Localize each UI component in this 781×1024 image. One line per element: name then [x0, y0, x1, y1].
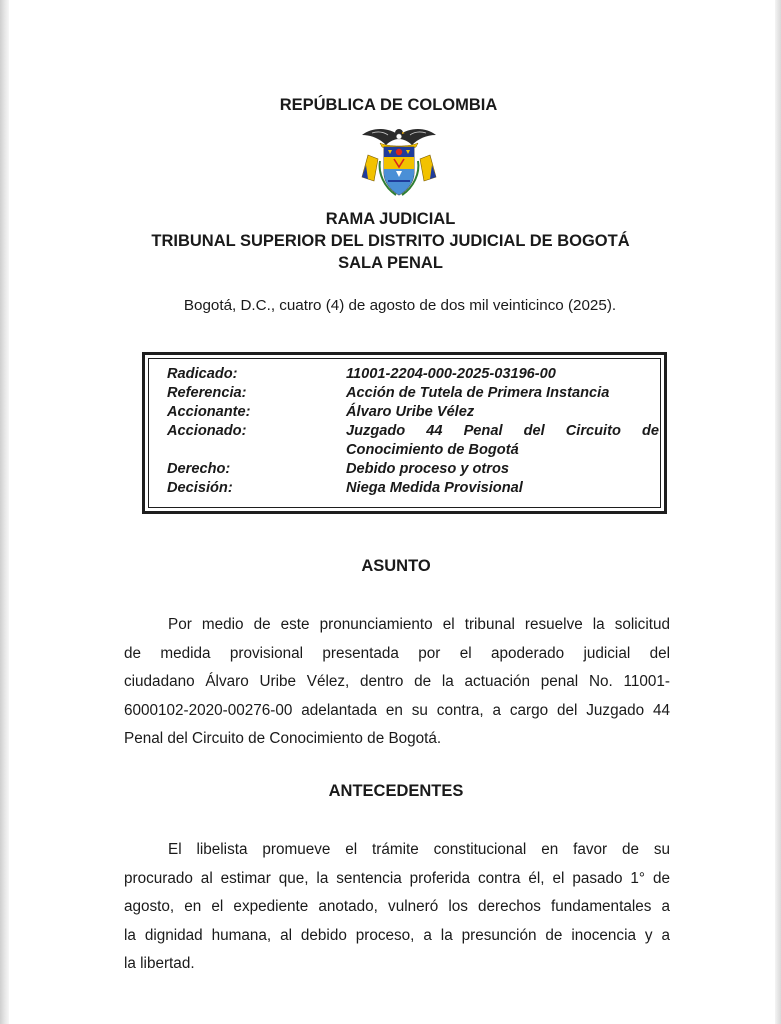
colombia-coat-of-arms-icon — [358, 121, 440, 203]
derecho-value: Debido proceso y otros — [346, 461, 509, 477]
paragraph-line: ciudadano Álvaro Uribe Vélez, dentro de la actuación penal No. 11001- — [124, 673, 670, 690]
paragraph-line: agosto, en el expediente anotado, vulneró los derechos fundamentales a — [124, 898, 670, 915]
case-info-row-accionante — [167, 403, 659, 422]
accionado-value-line-1: Juzgado 44 Penal del Circuito de — [346, 423, 659, 439]
paragraph-line: la dignidad humana, al debido proceso, a la presunción de inocencia y a — [124, 926, 670, 944]
case-info-row-radicado — [167, 365, 659, 384]
accionante-value: Álvaro Uribe Vélez — [346, 404, 475, 420]
paragraph-line: 6000102-2020-00276-00 adelantada en su contra, a cargo del Juzgado 44 — [124, 701, 670, 719]
accionado-value — [346, 422, 659, 460]
decision-label: Decisión: — [167, 480, 233, 496]
accionante-label: Accionante: — [167, 404, 251, 420]
paragraph-line: la libertad. — [124, 955, 195, 972]
paragraph-line: de medida provisional presentada por el apoderado judicial del — [124, 644, 670, 662]
country-heading: REPÚBLICA DE COLOMBIA — [279, 96, 498, 114]
antecedentes-paragraph — [124, 836, 670, 979]
decision-value: Niega Medida Provisional — [346, 480, 523, 496]
paragraph-line: procurado al estimar que, la sentencia proferida contra él, el pasado 1° de — [124, 869, 670, 887]
chamber-heading: SALA PENAL — [338, 254, 443, 272]
referencia-label: Referencia: — [167, 385, 247, 401]
paragraph-line: Penal del Circuito de Conocimiento de Bogotá. — [124, 730, 442, 747]
paragraph-line: El libelista promueve el trámite constitucional en favor de su — [168, 841, 670, 858]
accionado-value-line-2: Conocimiento de Bogotá — [346, 442, 519, 458]
case-info-row-decision — [167, 479, 659, 498]
referencia-value: Acción de Tutela de Primera Instancia — [346, 385, 610, 401]
case-info-row-accionado — [167, 422, 659, 460]
case-info-row-referencia — [167, 384, 659, 403]
paragraph-line: Por medio de este pronunciamiento el tribunal resuelve la solicitud — [168, 616, 670, 633]
case-info-table — [167, 365, 659, 498]
dateline: Bogotá, D.C., cuatro (4) de agosto de dos mil veinticinco (2025). — [183, 297, 617, 314]
antecedentes-section-title: ANTECEDENTES — [328, 782, 464, 800]
judicial-branch-heading: RAMA JUDICIAL — [325, 210, 456, 228]
case-info-row-derecho — [167, 460, 659, 479]
radicado-label: Radicado: — [167, 366, 238, 382]
radicado-value: 11001-2204-000-2025-03196-00 — [346, 366, 556, 382]
accionado-label: Accionado: — [167, 423, 247, 439]
asunto-paragraph — [124, 611, 670, 754]
court-name-heading: TRIBUNAL SUPERIOR DEL DISTRITO JUDICIAL DE BOGOTÁ — [151, 232, 630, 250]
asunto-section-title: ASUNTO — [361, 557, 431, 575]
derecho-label: Derecho: — [167, 461, 231, 477]
